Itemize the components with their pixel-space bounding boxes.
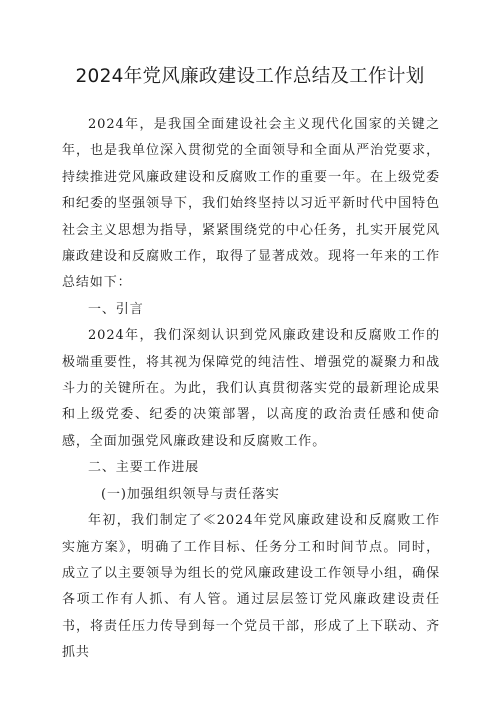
intro-paragraph: 2024年，是我国全面建设社会主义现代化国家的关键之年，也是我单位深入贯彻党的全面领导和全面从严治党要求，持续推进党风廉政建设和反腐败工作的重要一年。在上级党委和纪委的坚强领导下，我们始终坚持以习近平新时代中国特色社会主义思想为指导，紧紧围绕党的中心任务，扎实开展党风廉政建设和反腐败工作，取得了显著成效。现将一年来的工作总结如下： bbox=[62, 117, 440, 291]
introduction-paragraph: 2024年，我们深刻认识到党风廉政建设和反腐败工作的极端重要性，将其视为保障党的纯洁性、增强党的凝聚力和战斗力的关键所在。为此，我们认真贯彻落实党的最新理论成果和上级党委、纪委的决策部署，以高度的政治责任感和使命感，全面加强党风廉政建设和反腐败工作。 bbox=[62, 328, 440, 449]
subsection-heading-organization: (一)加强组织领导与责任落实 bbox=[101, 486, 280, 502]
section-heading-main-progress: 二、主要工作进展 bbox=[88, 460, 200, 476]
document-title: 2024年党风廉政建设工作总结及工作计划 bbox=[75, 66, 425, 87]
section-heading-introduction: 一、引言 bbox=[88, 301, 144, 317]
document-body bbox=[62, 112, 440, 667]
organization-paragraph: 年初，我们制定了≪2024年党风廉政建设和反腐败工作实施方案》，明确了工作目标、任务分工和时间节点。同时，成立了以主要领导为组长的党风廉政建设工作领导小组，确保各项工作有人抓、有人管。通过层层签订党风廉政建设责任书，将责任压力传导到每一个党员干部，形成了上下联动、齐抓共 bbox=[62, 513, 440, 661]
